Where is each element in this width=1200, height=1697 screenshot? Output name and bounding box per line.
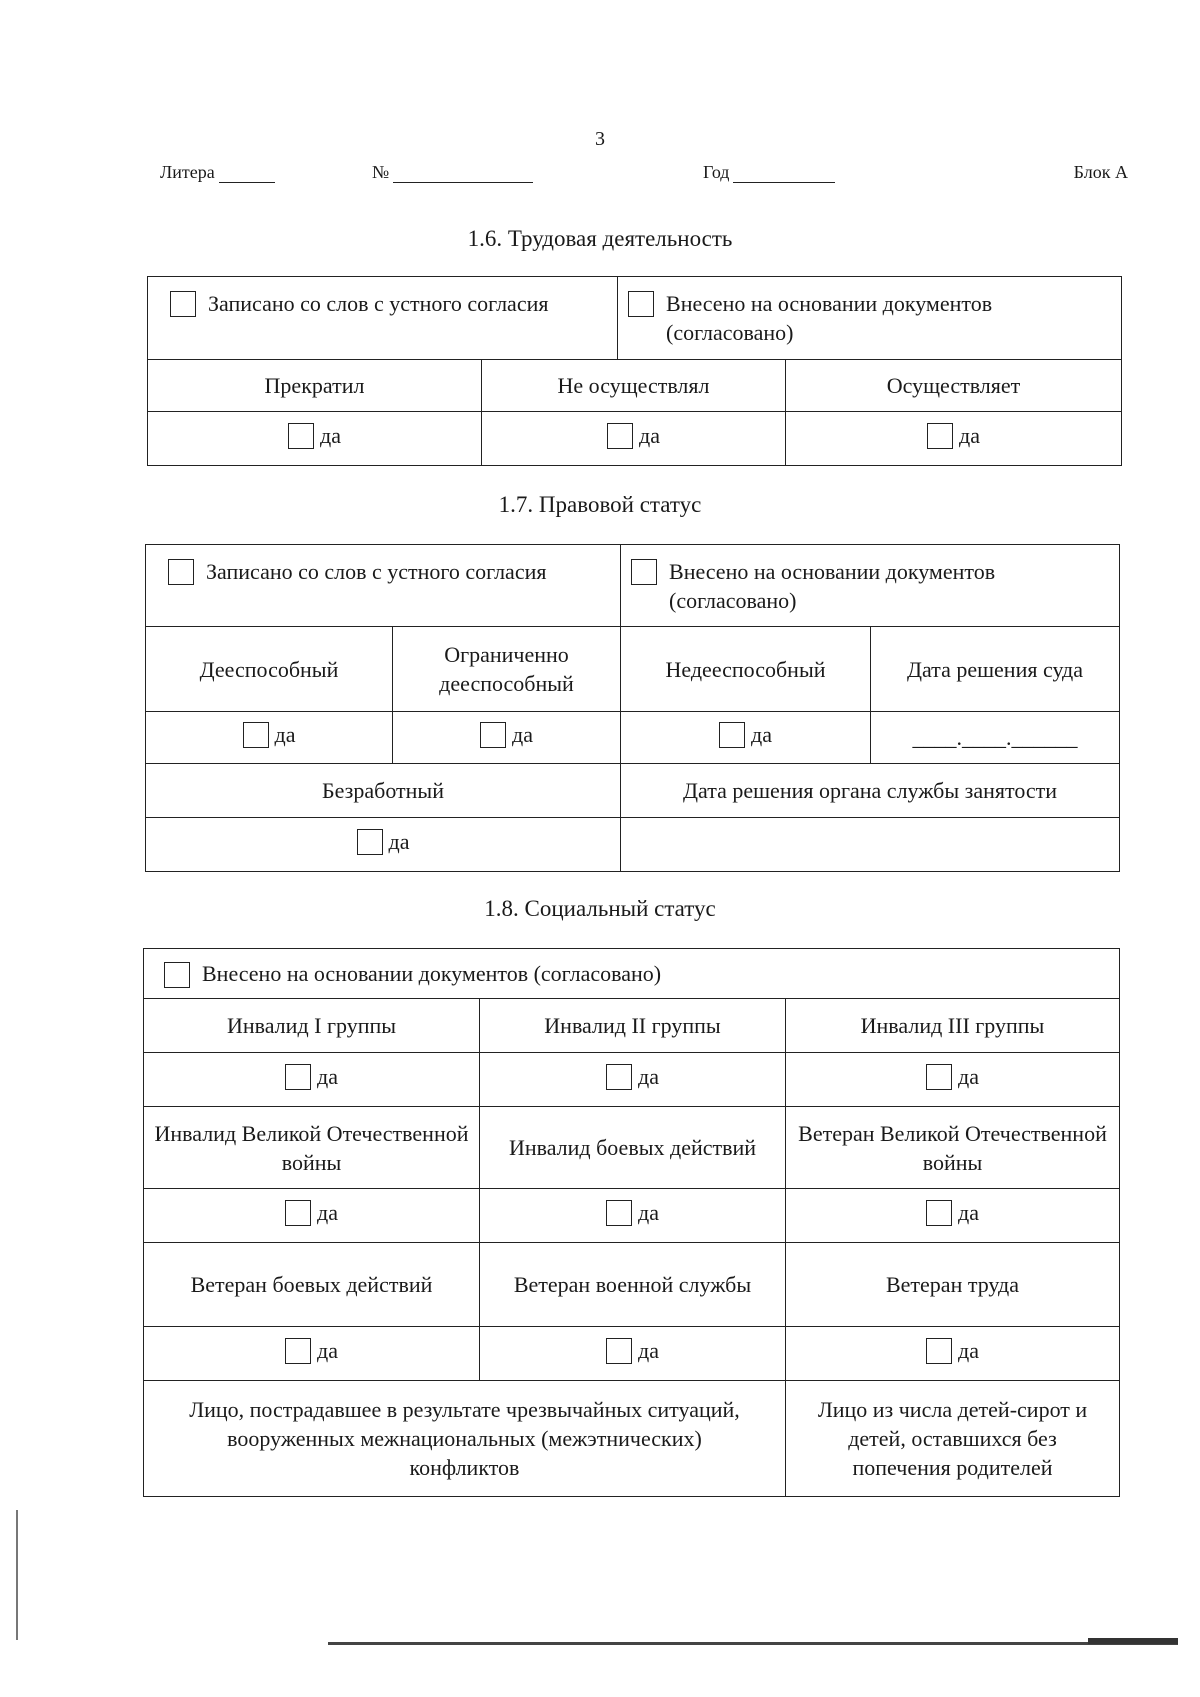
orphans-label: Лицо из числа детей-сирот и детей, оставшихся без попечения родителей — [786, 1381, 1120, 1497]
scan-edge-mark — [1088, 1638, 1178, 1644]
section-1-7-title: 1.7. Правовой статус — [498, 492, 702, 517]
employment-decision-date-field[interactable] — [621, 818, 1120, 872]
military-service-veteran-yes[interactable]: да — [606, 1336, 659, 1365]
combat-veteran-checkbox[interactable] — [285, 1338, 311, 1364]
capable-yes[interactable]: да — [243, 720, 296, 749]
ww2-veteran: Ветеран Великой Отечественной войны — [786, 1107, 1120, 1189]
labor-veteran-yes[interactable]: да — [926, 1336, 979, 1365]
legal-source-oral-checkbox[interactable] — [168, 559, 194, 585]
military-service-veteran-checkbox[interactable] — [606, 1338, 632, 1364]
ww2-veteran-yes[interactable]: да — [926, 1198, 979, 1227]
disabled-group-3-checkbox[interactable] — [926, 1064, 952, 1090]
combat-veteran-yes[interactable]: да — [285, 1336, 338, 1365]
labor-veteran-checkbox[interactable] — [926, 1338, 952, 1364]
source-documents-cell — [618, 277, 1122, 360]
combat-disabled-checkbox[interactable] — [606, 1200, 632, 1226]
not-performed-yes[interactable]: да — [607, 421, 660, 450]
disabled-group-1: Инвалид I группы — [144, 999, 480, 1053]
labor-veteran: Ветеран труда — [786, 1243, 1120, 1327]
source-oral-label: Записано со слов с устного согласия — [208, 291, 549, 316]
number-field[interactable] — [372, 162, 533, 183]
legal-source-documents-checkbox[interactable] — [631, 559, 657, 585]
unemployed-label: Безработный — [146, 764, 621, 818]
year-field[interactable] — [703, 162, 835, 183]
section-1-6-title: 1.6. Трудовая деятельность — [467, 226, 733, 251]
stopped-yes[interactable]: да — [288, 421, 341, 450]
col-capable: Дееспособный — [146, 627, 393, 712]
form-header — [160, 162, 1128, 188]
scan-left-edge — [16, 1510, 18, 1640]
litera-field[interactable] — [160, 162, 275, 183]
court-date-field[interactable] — [871, 712, 1120, 764]
disabled-group-3-yes[interactable]: да — [926, 1062, 979, 1091]
ww2-disabled-yes[interactable]: да — [285, 1198, 338, 1227]
unemployed-yes[interactable]: да — [357, 827, 410, 856]
source-documents-checkbox[interactable] — [628, 291, 654, 317]
combat-veteran: Ветеран боевых действий — [144, 1243, 480, 1327]
col-incapable: Недееспособный — [621, 627, 871, 712]
combat-disabled: Инвалид боевых действий — [480, 1107, 786, 1189]
court-date-placeholder: ____.____.______ — [912, 725, 1078, 750]
section-1-8-title: 1.8. Социальный статус — [484, 896, 716, 921]
unemployed-checkbox[interactable] — [357, 829, 383, 855]
incapable-yes[interactable]: да — [719, 720, 772, 749]
disabled-group-3: Инвалид III группы — [786, 999, 1120, 1053]
performing-checkbox[interactable] — [927, 423, 953, 449]
page-number: 3 — [595, 128, 605, 150]
not-performed-checkbox[interactable] — [607, 423, 633, 449]
employment-decision-date-label: Дата решения органа службы занятости — [621, 764, 1120, 818]
legal-source-oral-cell — [146, 545, 621, 627]
scan-edge-line — [328, 1642, 1178, 1645]
social-source-documents-label: Внесено на основании документов (согласовано) — [202, 961, 662, 986]
disabled-group-2-checkbox[interactable] — [606, 1064, 632, 1090]
disabled-group-1-checkbox[interactable] — [285, 1064, 311, 1090]
block-label: Блок А — [1073, 162, 1128, 182]
legal-status-table — [145, 544, 1120, 872]
ww2-veteran-checkbox[interactable] — [926, 1200, 952, 1226]
capable-checkbox[interactable] — [243, 722, 269, 748]
labor-activity-table — [147, 276, 1122, 466]
legal-source-documents-cell — [621, 545, 1120, 627]
performing-yes[interactable]: да — [927, 421, 980, 450]
social-source-documents-checkbox[interactable] — [164, 962, 190, 988]
stopped-checkbox[interactable] — [288, 423, 314, 449]
ww2-disabled-checkbox[interactable] — [285, 1200, 311, 1226]
disabled-group-2-yes[interactable]: да — [606, 1062, 659, 1091]
social-status-table — [143, 948, 1120, 1497]
col-not-performed: Не осуществлял — [482, 360, 786, 412]
litera-label: Литера — [160, 162, 215, 182]
combat-disabled-yes[interactable]: да — [606, 1198, 659, 1227]
col-stopped: Прекратил — [148, 360, 482, 412]
legal-source-oral-label: Записано со слов с устного согласия — [206, 559, 547, 584]
emergency-victim-label: Лицо, пострадавшее в результате чрезвычайных ситуаций, вооруженных межнациональных (межэтнических) конфликтов — [144, 1381, 786, 1497]
source-oral-checkbox[interactable] — [170, 291, 196, 317]
disabled-group-2: Инвалид II группы — [480, 999, 786, 1053]
limited-capable-checkbox[interactable] — [480, 722, 506, 748]
col-limited-capable: Ограниченно дееспособный — [393, 627, 621, 712]
source-documents-label: Внесено на основании документов (согласовано) — [666, 291, 993, 345]
number-label: № — [372, 162, 390, 182]
incapable-checkbox[interactable] — [719, 722, 745, 748]
col-court-date: Дата решения суда — [871, 627, 1120, 712]
legal-source-documents-label: Внесено на основании документов (согласовано) — [669, 559, 996, 613]
social-source-documents-cell — [144, 949, 1120, 999]
ww2-disabled: Инвалид Великой Отечественной войны — [144, 1107, 480, 1189]
year-label: Год — [703, 162, 730, 182]
source-oral-cell — [148, 277, 618, 360]
disabled-group-1-yes[interactable]: да — [285, 1062, 338, 1091]
military-service-veteran: Ветеран военной службы — [480, 1243, 786, 1327]
col-performing: Осуществляет — [786, 360, 1122, 412]
limited-capable-yes[interactable]: да — [480, 720, 533, 749]
